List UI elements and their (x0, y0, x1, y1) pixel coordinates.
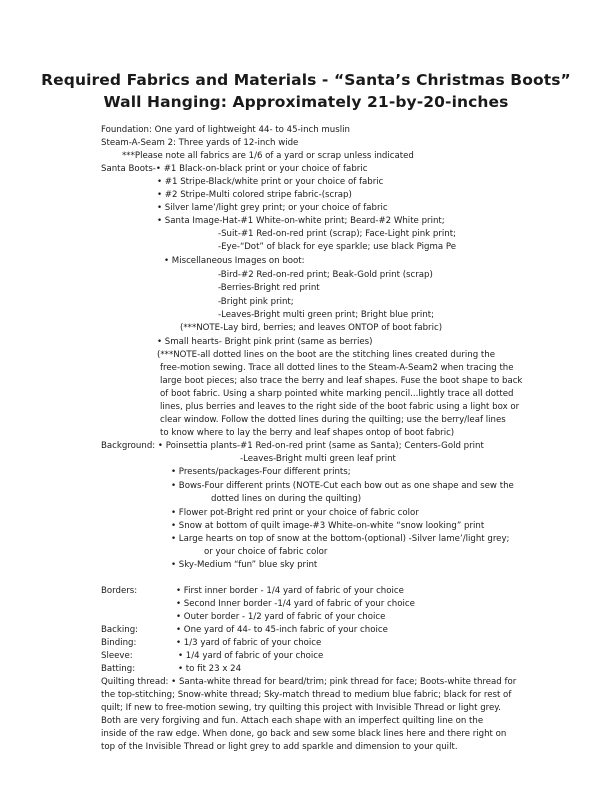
material-label: Backing: (101, 625, 139, 635)
santa-boots-subitem: -Bird-#2 Red-on-red print; Beak-Gold print (scrap) (218, 270, 433, 280)
background-subitem: -Leaves-Bright multi green leaf print (240, 454, 396, 464)
material-value: • 1/4 yard of fabric of your choice (178, 651, 324, 661)
dotted-lines-note: large boot pieces; also trace the berry and leaf shapes. Fuse the boot shape to back (160, 376, 523, 386)
material-value: • 1/3 yard of fabric of your choice (176, 638, 322, 648)
dotted-lines-note: of boot fabric. Using a sharp pointed white marking pencil...lightly trace all dotted (160, 389, 514, 399)
material-value: • One yard of 44- to 45-inch fabric of your choice (176, 625, 388, 635)
foundation-line: Foundation: One yard of lightweight 44- to 45-inch muslin (101, 125, 350, 135)
title-line-2: Wall Hanging: Approximately 21-by-20-inches (103, 93, 509, 111)
background-item: or your choice of fabric color (204, 547, 328, 557)
material-value: • Second Inner border -1/4 yard of fabric of your choice (176, 599, 415, 609)
material-label: Borders: (101, 586, 138, 596)
dotted-lines-note: to know where to lay the berry and leaf shapes ontop of boot fabric) (160, 428, 455, 438)
dotted-lines-note: free-motion sewing. Trace all dotted lines to the Steam-A-Seam2 when tracing the (160, 363, 514, 373)
santa-boots-item: • #2 Stripe-Multi colored stripe fabric-(scrap) (157, 190, 352, 200)
quilting-paragraph-line: quilt; If new to free-motion sewing, try quilting this project with Invisible Thread or light grey. (101, 703, 501, 713)
fabric-note-line: ***Please note all fabrics are 1/6 of a yard or scrap unless indicated (122, 151, 414, 161)
material-value: • First inner border - 1/4 yard of fabric of your choice (176, 586, 404, 596)
background-item: • Snow at bottom of quilt image-#3 White-on-white “snow looking” print (171, 521, 485, 531)
material-label: Batting: (101, 664, 136, 674)
background-item: • Large hearts on top of snow at the bottom-(optional) -Silver lame’/light grey; (171, 534, 510, 544)
dotted-lines-note: clear window. Follow the dotted lines during the quilting; use the berry/leaf lines (160, 415, 506, 425)
santa-boots-item: • Silver lame’/light grey print; or your choice of fabric (157, 203, 388, 213)
quilting-paragraph-line: Quilting thread: • Santa-white thread for beard/trim; pink thread for face; Boots-white thread for (101, 677, 517, 687)
background-item: • Flower pot-Bright red print or your choice of fabric color (171, 508, 419, 518)
quilting-paragraph-line: top of the Invisible Thread or light grey to add sparkle and dimension to your quilt. (101, 742, 458, 752)
santa-boots-item: • Miscellaneous Images on boot: (164, 256, 305, 266)
santa-boots-subitem: -Bright pink print; (218, 297, 294, 307)
santa-boots-item: • Small hearts- Bright pink print (same as berries) (157, 337, 373, 347)
santa-boots-item: Santa Boots-• #1 Black-on-black print or your choice of fabric (101, 164, 368, 174)
santa-boots-subitem: -Berries-Bright red print (218, 283, 320, 293)
dotted-lines-note: lines, plus berries and leaves to the right side of the boot fabric using a light box or (160, 402, 520, 412)
santa-boots-item: • #1 Stripe-Black/white print or your choice of fabric (157, 177, 384, 187)
santa-boots-subitem: -Suit-#1 Red-on-red print (scrap); Face-Light pink print; (218, 229, 456, 239)
santa-boots-note: (***NOTE-Lay bird, berries; and leaves ONTOP of boot fabric) (180, 323, 443, 333)
santa-boots-subitem: -Leaves-Bright multi green print; Bright blue print; (218, 310, 435, 320)
quilting-paragraph-line: Both are very forgiving and fun. Attach each shape with an imperfect quilting line on the (101, 716, 484, 726)
santa-boots-subitem: -Eye-“Dot” of black for eye sparkle; use black Pigma Pe (218, 242, 456, 252)
title-line-1: Required Fabrics and Materials - “Santa’s Christmas Boots” (41, 71, 571, 89)
steam-a-seam-line: Steam-A-Seam 2: Three yards of 12-inch wide (101, 138, 299, 148)
background-item: Background: • Poinsettia plants-#1 Red-on-red print (same as Santa); Centers-Gold print (101, 441, 484, 451)
material-value: • to fit 23 x 24 (178, 664, 242, 674)
quilting-paragraph-line: the top-stitching; Snow-white thread; Sky-match thread to medium blue fabric; black for rest of (101, 690, 512, 700)
dotted-lines-note: (***NOTE-all dotted lines on the boot are the stitching lines created during the (157, 350, 495, 360)
background-item: dotted lines on during the quilting) (211, 494, 362, 504)
material-value: • Outer border - 1/2 yard of fabric of your choice (176, 612, 386, 622)
background-item: • Bows-Four different prints (NOTE-Cut each bow out as one shape and sew the (171, 481, 514, 491)
material-label: Binding: (101, 638, 137, 648)
background-item: • Presents/packages-Four different prints; (171, 467, 351, 477)
material-label: Sleeve: (101, 651, 133, 661)
quilting-paragraph-line: inside of the raw edge. When done, go back and sew some black lines here and there right on (101, 729, 507, 739)
santa-boots-item: • Santa Image-Hat-#1 White-on-white print; Beard-#2 White print; (157, 216, 445, 226)
background-item: • Sky-Medium “fun” blue sky print (171, 560, 318, 570)
